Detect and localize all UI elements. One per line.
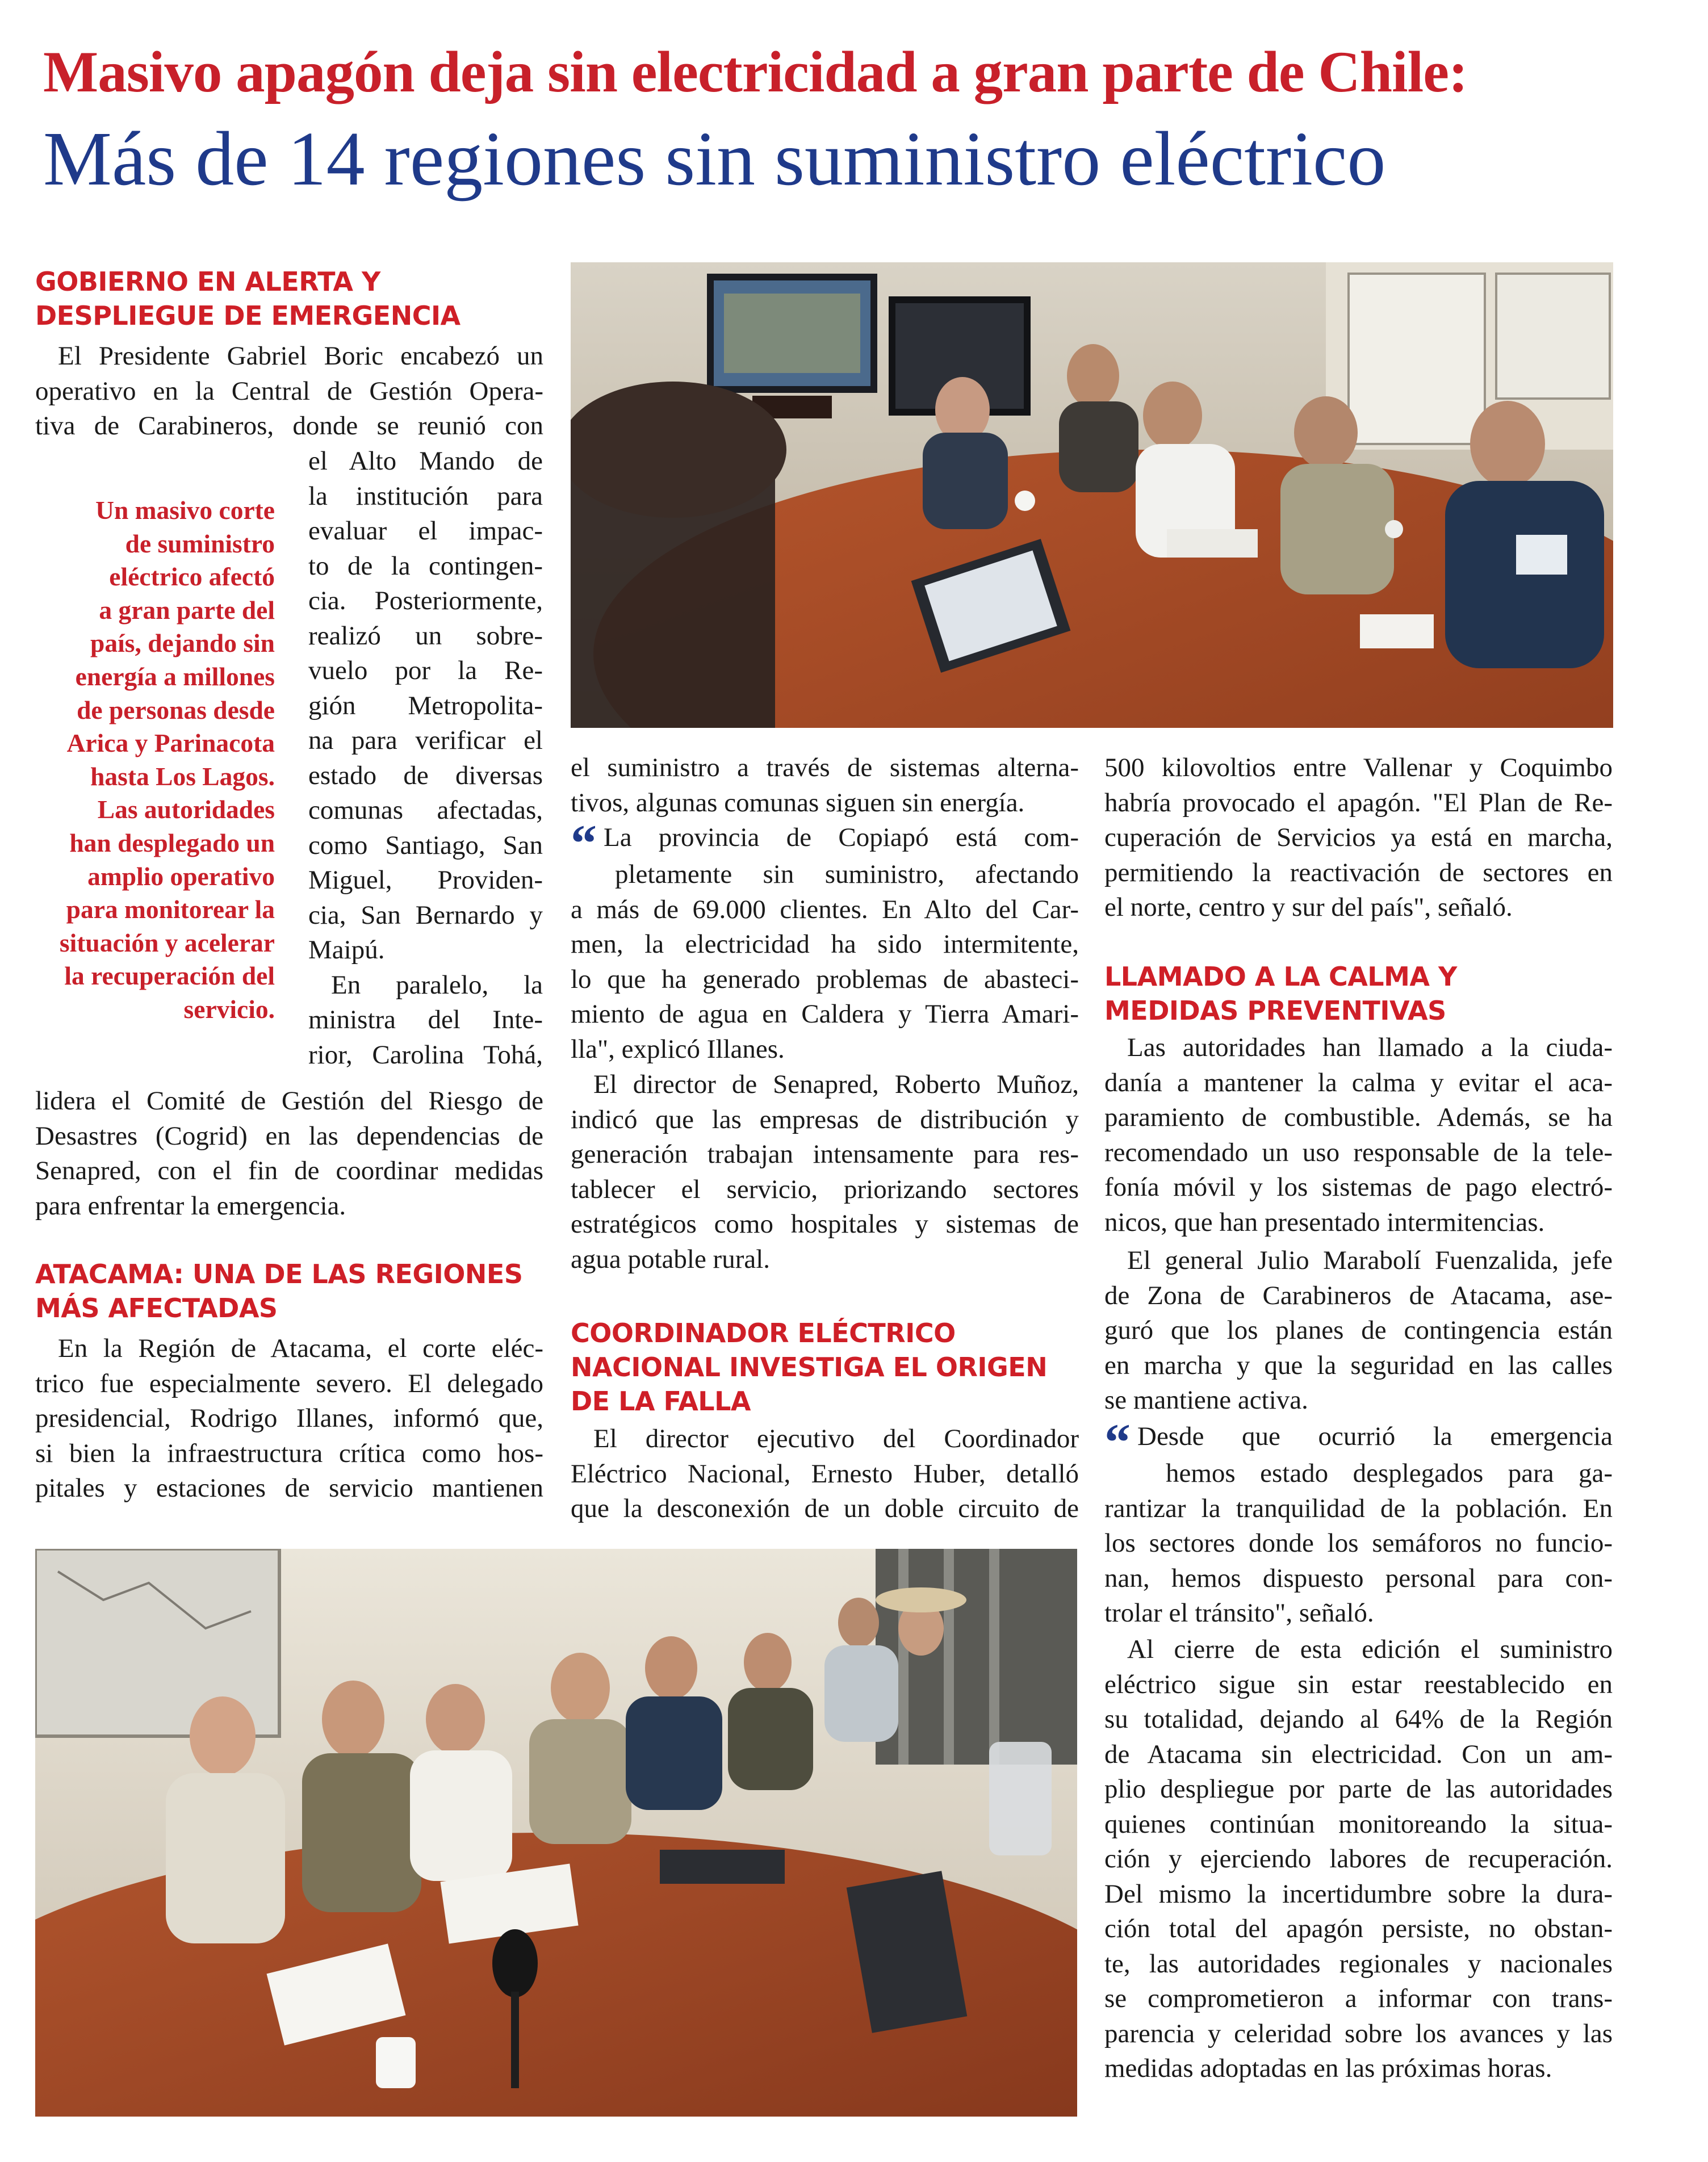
section1-intro: El Presidente Gabriel Boric encabezó un operativo en la Central de Gestión Opera- tiva de Carabineros, donde se reunió con — [35, 341, 543, 441]
section-heading-coordinador: COORDINADOR ELÉCTRICO NACIONAL INVESTIGA EL ORIGEN DE LA FALLA — [571, 1318, 1048, 1417]
column2-text-b: El director de Senapred, Roberto Muñoz, indicó que las empresas de distribución y generación trabajan intensamente para res- tablecer el servicio, priorizando sectores estratégicos como hospitales y sistemas de agua potable rural. — [571, 1070, 1079, 1274]
quote-mark-icon: “ — [571, 814, 597, 872]
column3-quote: “ Desde que ocurrió la emergencia hemos estado desplegados para ga- rantizar la tranquilidad de la población. En los sectores donde los semáforos no funcio- nan, hemos dispuesto personal para con- trolar el tránsito", señaló. — [1104, 1413, 1613, 1628]
headline-line2: Más de 14 regiones sin suministro eléctrico — [43, 116, 1386, 202]
column2-quote: “ La provincia de Copiapó está com- pletamente sin suministro, afectando a más de 69.000 clientes. En Alto del Car- men, la electricidad ha sido intermitente, lo que ha generado problemas de abasteci- miento de agua en Caldera y Tierra Amari- lla", explicó Illanes. — [571, 814, 1079, 1064]
photo-meeting-operations-center — [571, 262, 1613, 728]
section1-narrow-text: el Alto Mando de la institución para evaluar el impac- to de la contingen- cia. Posteriormente, realizó un sobre- vuelo por la Re- gión Metropolita- na para verificar el estado de diversas comunas afectadas, como Santiago, San Miguel, Providen- cia, San Bernardo y Maipú. En paralelo, la ministra del Inte- rior, Carolina Tohá, — [308, 446, 543, 1070]
column3-text-c: El general Julio Marabolí Fuenzalida, jefe de Zona de Carabineros de Atacama, ase- guró que los planes de contingencia están en marcha y que la seguridad en las calles se mantiene activa. — [1104, 1246, 1613, 1415]
column3-text-b: Las autoridades han llamado a la ciuda- danía a mantener la calma y evitar el aca- paramiento de combustible. Además, se ha recomendado un uso responsable de la tele- fonía móvil y los sistemas de pago electró- nicos, que han presentado intermitencias. — [1104, 1033, 1613, 1237]
quote-mark-icon: “ — [1104, 1413, 1131, 1471]
column2-text-c: El director ejecutivo del Coordinador Eléctrico Nacional, Ernesto Huber, detalló que la desconexión de un doble circuito de — [571, 1424, 1079, 1523]
column3-text-a: 500 kilovoltios entre Vallenar y Coquimbo habría provocado el apagón. "El Plan de Re- cuperación de Servicios ya está en marcha, permitiendo la reactivación de sectores en el norte, centro y sur del país", señaló. — [1104, 753, 1613, 922]
column2-text-a: el suministro a través de sistemas alterna- tivos, algunas comunas siguen sin energía. — [571, 753, 1079, 818]
section-heading-atacama: ATACAMA: UNA DE LAS REGIONES MÁS AFECTADAS — [35, 1259, 523, 1323]
section-heading-gobierno: GOBIERNO EN ALERTA Y DESPLIEGUE DE EMERGENCIA — [35, 266, 461, 331]
column3-text-d: Al cierre de esta edición el suministro eléctrico sigue sin estar reestablecido en su totalidad, dejando al 64% de la Región de Atacama sin electricidad. Con un am- plio despliegue por parte de las autoridades quienes continúan monitoreando la situa- ción y ejerciendo labores de recuperación. Del mismo la incertidumbre sobre la dura- ción total del apagón persiste, no obstan- te, las autoridades regionales y nacionales se comprometieron a informar con trans- parencia y celeridad sobre los avances y las medidas adoptadas en las próximas horas. — [1104, 1635, 1613, 2083]
pull-quote: Un masivo corte de suministro eléctrico afectó a gran parte del país, dejando sin energía a millones de personas desde Arica y Parinacota hasta Los Lagos. Las autoridades han desplegado un amplio operativo para monitorear la situación y acelerar la recuperación del servicio. — [59, 496, 275, 1024]
section2-text: En la Región de Atacama, el corte eléc- trico fue especialmente severo. El delegado presidencial, Rodrigo Illanes, informó que, si bien la infraestructura crítica como hos- pitales y estaciones de servicio mantienen — [35, 1334, 543, 1503]
section1-wide-text: lidera el Comité de Gestión del Riesgo de Desastres (Cogrid) en las dependencias de Senapred, con el fin de coordinar medidas para enfrentar la emergencia. — [35, 1086, 543, 1221]
photo-meeting-carabineros — [35, 1549, 1077, 2117]
photo-officers-illustration — [35, 1549, 1077, 2117]
headline-line1: Masivo apagón deja sin electricidad a gran parte de Chile: — [43, 40, 1468, 104]
section-heading-llamado: LLAMADO A LA CALMA Y MEDIDAS PREVENTIVAS — [1104, 961, 1457, 1026]
photo-meeting-illustration — [571, 262, 1613, 728]
